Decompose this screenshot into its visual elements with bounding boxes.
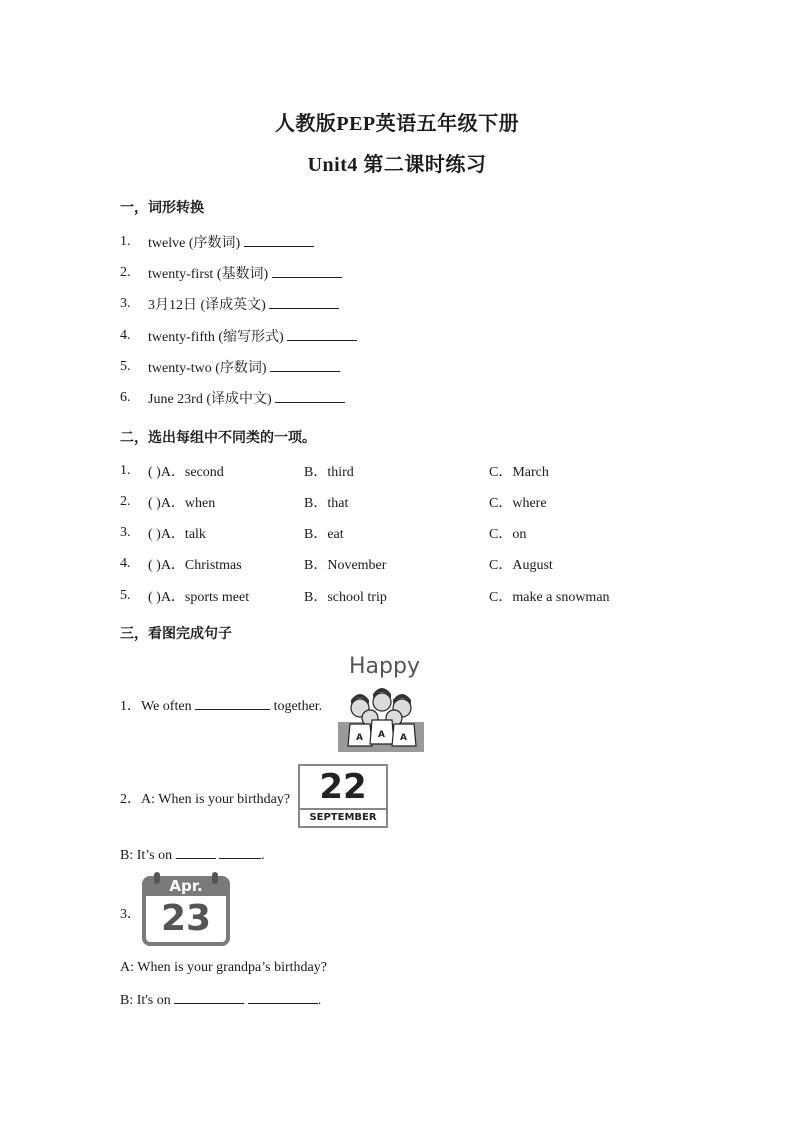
singing-children-image xyxy=(336,654,428,754)
option-a[interactable]: ( )A．sports meet xyxy=(148,590,250,605)
happy-caption: Happy xyxy=(349,654,420,679)
calendar-sep-22-image xyxy=(298,764,388,828)
page-subtitle: Unit4 第二课时练习 xyxy=(307,154,487,176)
option-b[interactable]: B．eat xyxy=(304,527,344,542)
item-text: twenty-fifth (缩写形式) xyxy=(148,330,284,345)
svg-text:A: A xyxy=(378,730,385,740)
list-item xyxy=(148,232,314,252)
q3-b-text: B: It's on xyxy=(120,993,171,1008)
item-text: twenty-first (基数词) xyxy=(148,267,269,282)
question-3-answer: B: It's on . xyxy=(120,993,322,1008)
section-heading-1: 一，词形转换 xyxy=(120,200,204,216)
item-text: 3月12日 (译成英文) xyxy=(148,298,266,313)
item-number: 4. xyxy=(120,328,131,343)
calendar-month: SEPTEMBER xyxy=(300,808,386,826)
question-2: 2．A: When is your birthday? xyxy=(120,792,291,807)
children-illustration xyxy=(336,684,428,754)
answer-blank[interactable] xyxy=(287,328,357,341)
item-text: June 23rd (译成中文) xyxy=(148,392,272,407)
answer-blank[interactable] xyxy=(176,846,216,859)
list-item xyxy=(148,357,340,377)
item-number: 1. xyxy=(120,463,131,478)
item-number: 5. xyxy=(120,359,131,374)
option-c[interactable]: C．on xyxy=(489,527,527,542)
option-a[interactable]: ( )A．when xyxy=(148,496,216,511)
item-number: 6. xyxy=(120,390,131,405)
item-number: 3. xyxy=(120,296,131,311)
item-text: twelve (序数词) xyxy=(148,236,241,251)
list-item xyxy=(148,388,345,408)
answer-blank[interactable] xyxy=(248,991,318,1004)
option-c[interactable]: C．where xyxy=(489,496,547,511)
answer-blank[interactable] xyxy=(275,390,345,403)
option-b[interactable]: B．November xyxy=(304,558,387,573)
option-c[interactable]: C．March xyxy=(489,465,549,480)
svg-text:A: A xyxy=(356,733,363,743)
option-a[interactable]: ( )A．talk xyxy=(148,527,206,542)
question-2-answer: B: It’s on . xyxy=(120,848,265,863)
section-heading-3: 三，看图完成句子 xyxy=(120,626,232,642)
calendar-apr-23-image xyxy=(142,872,230,948)
calendar-month: Apr. xyxy=(169,877,203,895)
answer-blank[interactable] xyxy=(272,265,342,278)
option-b[interactable]: B．third xyxy=(304,465,354,480)
item-number: 2. xyxy=(120,494,131,509)
item-number: 1. xyxy=(120,234,131,249)
question-3-prompt: A: When is your grandpa’s birthday? xyxy=(120,960,327,975)
answer-blank[interactable] xyxy=(195,697,270,710)
q1-text-post: together. xyxy=(273,699,323,714)
calendar-day: 23 xyxy=(142,896,230,946)
section-heading-2: 二，选出每组中不同类的一项。 xyxy=(120,430,316,446)
item-number: 5. xyxy=(120,588,131,603)
item-text: twenty-two (序数词) xyxy=(148,361,267,376)
option-c[interactable]: C．make a snowman xyxy=(489,590,610,605)
answer-blank[interactable] xyxy=(244,234,314,247)
svg-text:A: A xyxy=(400,733,407,743)
list-item xyxy=(148,294,339,314)
option-a[interactable]: ( )A．second xyxy=(148,465,224,480)
list-item xyxy=(148,326,357,346)
calendar-day: 22 xyxy=(319,767,367,807)
option-c[interactable]: C．August xyxy=(489,558,553,573)
q2-b-text: B: It’s on xyxy=(120,848,173,863)
list-item xyxy=(148,263,342,283)
answer-blank[interactable] xyxy=(174,991,244,1004)
item-number: 2. xyxy=(120,265,131,280)
q1-text-pre: 1．We often xyxy=(120,699,192,714)
option-b[interactable]: B．that xyxy=(304,496,349,511)
item-number: 3. xyxy=(120,525,131,540)
answer-blank[interactable] xyxy=(270,359,340,372)
question-1 xyxy=(120,695,322,715)
answer-blank[interactable] xyxy=(269,296,339,309)
option-a[interactable]: ( )A．Christmas xyxy=(148,558,242,573)
item-number: 4. xyxy=(120,556,131,571)
answer-blank[interactable] xyxy=(219,846,261,859)
page-title: 人教版PEP英语五年级下册 xyxy=(274,113,520,135)
option-b[interactable]: B．school trip xyxy=(304,590,387,605)
question-3-number: 3． xyxy=(120,907,141,922)
